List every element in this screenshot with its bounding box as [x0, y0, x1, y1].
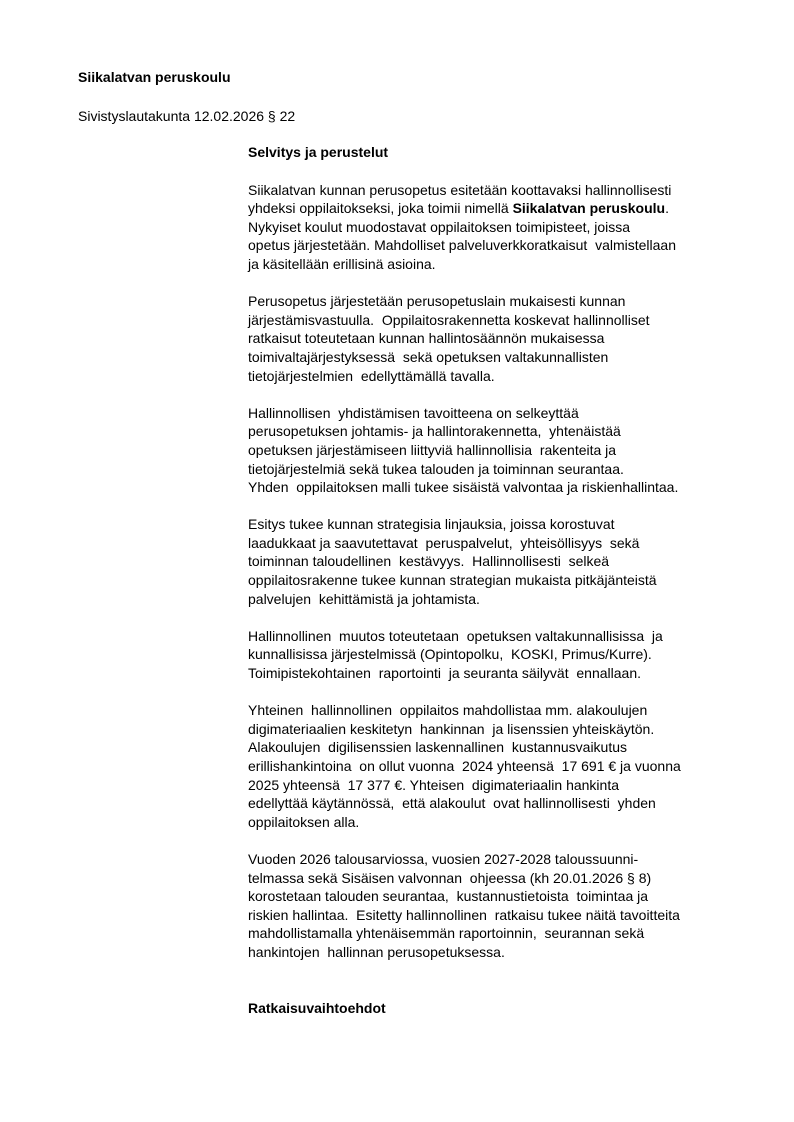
- text-line: hankintojen hallinnan perusopetuksessa.: [248, 943, 505, 960]
- text-line: tietojärjestelmiä sekä tukea talouden ja toiminnan seurantaa.: [248, 460, 624, 477]
- text-line: telmassa sekä Sisäisen valvonnan ohjeessa (kh 20.01.2026 § 8): [248, 869, 652, 886]
- text-line: perusopetuksen johtamis- ja hallintorakennetta, yhtenäistää: [248, 423, 621, 440]
- text-line: edellyttää käytännössä, että alakoulut ovat hallinnollisesti yhden: [248, 795, 656, 812]
- text-line: laadukkaat ja saavutettavat peruspalvelut, yhteisöllisyys sekä: [248, 534, 640, 551]
- text-line: kunnallisissa järjestelmissä (Opintopolku, KOSKI, Primus/Kurre).: [248, 646, 652, 663]
- text-line: Nykyiset koulut muodostavat oppilaitoksen toimipisteet, joissa: [248, 218, 631, 235]
- paragraph: [248, 515, 748, 608]
- text-line: Perusopetus järjestetään perusopetuslain mukaisesti kunnan: [248, 293, 626, 310]
- text-line: digimateriaalien keskitetyn hankinnan ja lisenssien yhteiskäytön.: [248, 720, 655, 737]
- text-line: Yhteinen hallinnollinen oppilaitos mahdollistaa mm. alakoulujen: [248, 702, 648, 719]
- document-body: [248, 143, 748, 1017]
- text-line: oppilaitoksen alla.: [248, 813, 360, 830]
- text-line: toimivaltajärjestyksessä sekä opetuksen valtakunnallisten: [248, 348, 609, 365]
- paragraph: [248, 292, 748, 385]
- text-line: opetus järjestetään. Mahdolliset palveluverkkoratkaisut valmistellaan: [248, 237, 676, 254]
- text-line: oppilaitosrakenne tukee kunnan strategian mukaista pitkäjänteistä: [248, 572, 657, 589]
- text-line: ja käsitellään erillisinä asioina.: [248, 255, 436, 272]
- text-line: Yhden oppilaitoksen malli tukee sisäistä valvontaa ja riskienhallintaa.: [248, 479, 679, 496]
- text-line: Esitys tukee kunnan strategisia linjauksia, joissa korostuvat: [248, 516, 615, 533]
- text-line: Hallinnollisen yhdistämisen tavoitteena on selkeyttää: [248, 404, 579, 421]
- text-line: Alakoulujen digilisenssien laskennallinen kustannusvaikutus: [248, 739, 628, 756]
- text-line: ratkaisut toteutetaan kunnan hallintosäännön mukaisessa: [248, 330, 605, 347]
- text-line: 2025 yhteensä 17 377 €. Yhteisen digimateriaalin hankinta: [248, 776, 620, 793]
- paragraph: [248, 701, 748, 831]
- text-line: Vuoden 2026 talousarviossa, vuosien 2027-2028 taloussuunni-: [248, 850, 639, 867]
- paragraph: [248, 181, 748, 274]
- text-line: yhdeksi oppilaitokseksi, joka toimii nimellä Siikalatvan peruskoulu.: [248, 200, 669, 217]
- section-heading-ratkaisuvaihtoehdot: Ratkaisuvaihtoehdot: [248, 999, 386, 1016]
- text-line: Siikalatvan kunnan perusopetus esitetään koottavaksi hallinnollisesti: [248, 181, 672, 198]
- text-line: mahdollistamalla yhtenäisemmän raportoinnin, seurannan sekä: [248, 925, 645, 942]
- text-line: erillishankintoina on ollut vuonna 2024 yhteensä 17 691 € ja vuonna: [248, 758, 681, 774]
- text-line: opetuksen järjestämiseen liittyviä hallinnollisia rakenteita ja: [248, 441, 617, 458]
- text-line: riskien hallintaa. Esitetty hallinnollinen ratkaisu tukee näitä tavoitteita: [248, 906, 680, 923]
- meeting-reference: Sivistyslautakunta 12.02.2026 § 22: [78, 108, 296, 124]
- text-line: Toimipistekohtainen raportointi ja seuranta säilyvät ennallaan.: [248, 665, 642, 682]
- paragraph: [248, 404, 748, 497]
- section-heading-selvitys: Selvitys ja perustelut: [248, 144, 389, 160]
- text-line: tietojärjestelmien edellyttämällä tavalla.: [248, 367, 495, 384]
- text-line: Hallinnollinen muutos toteutetaan opetuksen valtakunnallisissa ja: [248, 627, 663, 644]
- text-line: palvelujen kehittämistä ja johtamista.: [248, 590, 480, 607]
- school-name: Siikalatvan peruskoulu: [512, 200, 666, 217]
- document-title: Siikalatvan peruskoulu: [78, 69, 231, 85]
- paragraph: [248, 627, 748, 683]
- paragraph: [248, 850, 748, 962]
- text-line: järjestämisvastuulla. Oppilaitosrakennetta koskevat hallinnolliset: [248, 311, 650, 328]
- text-line: toiminnan taloudellinen kestävyys. Hallinnollisesti selkeä: [248, 553, 610, 570]
- text-line: korostetaan talouden seurantaa, kustannustietoista toimintaa ja: [248, 888, 649, 905]
